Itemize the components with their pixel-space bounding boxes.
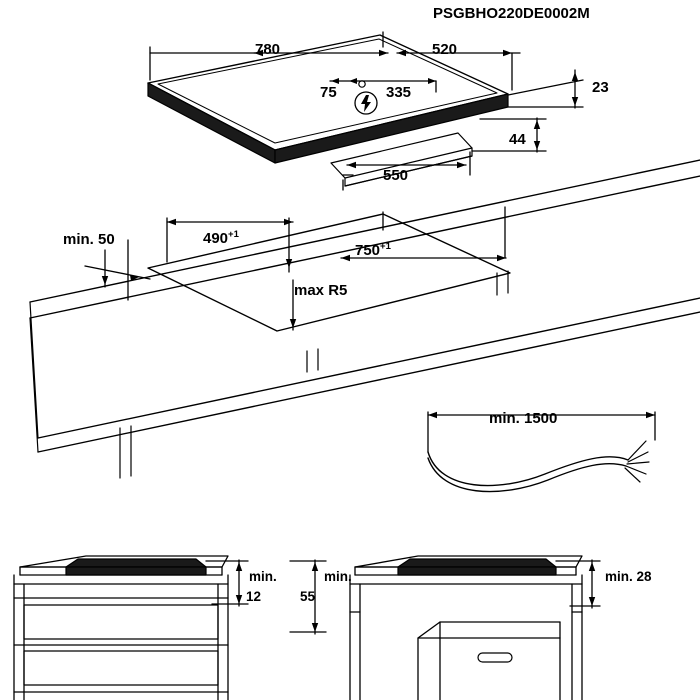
- worktop-outline: [30, 160, 700, 478]
- dim-label-maxR5: max R5: [294, 282, 348, 299]
- dim-label-min-gap: min.: [324, 569, 352, 584]
- section-left-drawing: [14, 556, 228, 700]
- dim-label-23: 23: [592, 79, 609, 96]
- dim-23: [508, 70, 583, 108]
- dim-label-75: 75: [320, 84, 337, 101]
- dim-label-490: $490^{+1}$: [203, 229, 239, 247]
- dim-label-750: $750^{+1}$: [355, 241, 391, 259]
- dim-label-335: 335: [386, 84, 412, 101]
- dim-label-min28: min. 28: [605, 569, 652, 584]
- dim-label-min1500: min. 1500: [489, 410, 558, 427]
- dim-label-55: 55: [300, 589, 316, 604]
- section-right-drawing: [350, 556, 582, 700]
- dim-label-min-front: min.: [249, 569, 277, 584]
- dim-label-44: 44: [509, 131, 526, 148]
- dim-label-520: 520: [432, 41, 458, 58]
- document-code: PSGBHO220DE0002M: [433, 5, 590, 22]
- dim-min50: [85, 240, 150, 300]
- dim-label-550: 550: [383, 167, 409, 184]
- dim-label-min50: min. 50: [63, 231, 115, 248]
- dim-label-780: 780: [255, 41, 281, 58]
- dim-label-12: 12: [246, 589, 262, 604]
